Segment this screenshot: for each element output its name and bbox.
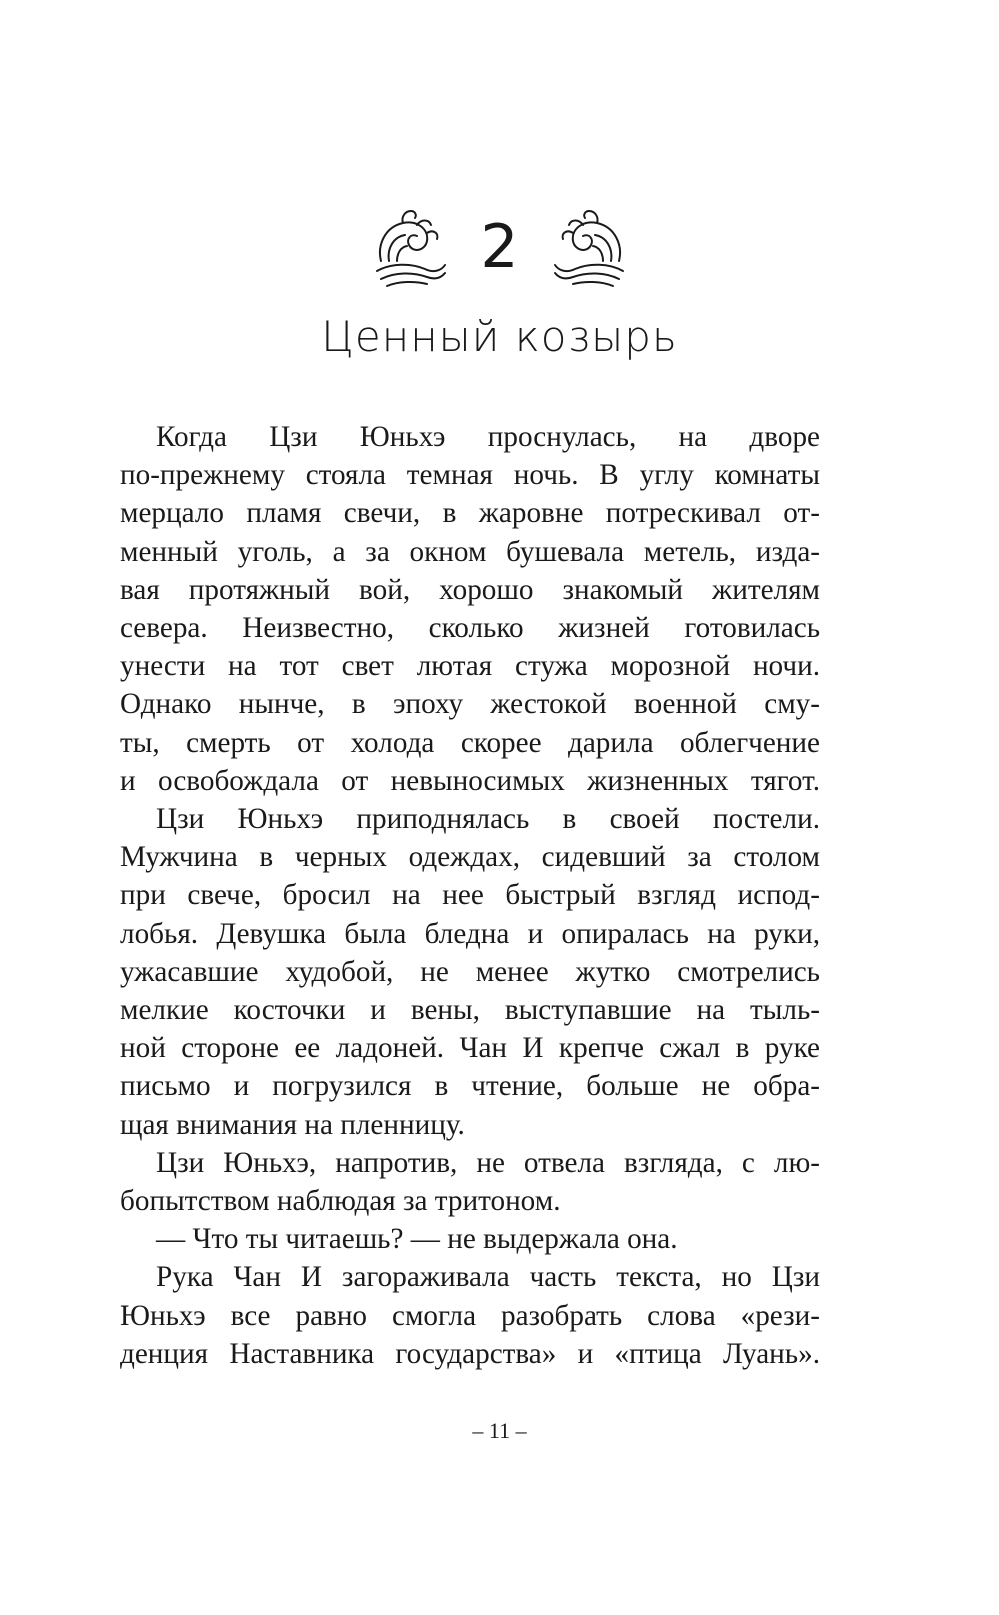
text-line: Когда Цзи Юньхэ проснулась, на дворе: [156, 421, 820, 453]
text-line: Однако нынче, в эпоху жестокой военной сму-: [120, 688, 820, 721]
text-line: унести на тот свет лютая стужа морозной ночи.: [120, 650, 820, 683]
wave-ornament-icon: [551, 205, 629, 289]
text-line: письмо и погрузился в чтение, больше не обра-: [120, 1070, 820, 1103]
chapter-number: 2: [480, 212, 519, 282]
text-line: севера. Неизвестно, сколько жизней готовилась: [120, 612, 820, 645]
chapter-title: Ценный козырь: [321, 312, 678, 361]
text-line: ной стороне ее ладоней. Чан И крепче сжал в руке: [120, 1032, 820, 1065]
text-line: мелкие косточки и вены, выступавшие на тыль-: [120, 994, 820, 1027]
text-line: ты, смерть от холода скорее дарила облегчение: [120, 726, 820, 759]
text-line: щая внимания на пленницу.: [120, 1108, 465, 1141]
text-line: Рука Чан И загораживала часть текста, но Цзи: [156, 1261, 820, 1294]
wave-ornament-icon: [371, 205, 449, 289]
text-line: — Что ты читаешь? — не выдержала она.: [156, 1223, 678, 1256]
text-line: лобья. Девушка была бледна и опиралась на руки,: [120, 917, 820, 950]
text-line: денция Наставника государства» и «птица Луань».: [120, 1337, 820, 1370]
paragraph: [120, 1220, 820, 1258]
paragraph: [120, 800, 820, 1144]
text-line: Мужчина в черных одеждах, сидевший за столом: [120, 841, 820, 874]
paragraph: [120, 1144, 820, 1220]
chapter-body: [120, 418, 820, 1373]
text-line: вая протяжный вой, хорошо знакомый жителям: [120, 573, 820, 606]
text-line: мерцало пламя свечи, в жаровне потрескивал от-: [120, 497, 820, 530]
page-number: – 11 –: [472, 1418, 527, 1443]
text-line: при свече, бросил на нее быстрый взгляд испод-: [120, 879, 820, 912]
text-line: по-прежнему стояла темная ночь. В углу комнаты: [120, 459, 820, 492]
text-line: Цзи Юньхэ приподнялась в своей постели.: [156, 803, 820, 836]
chapter-heading: [0, 205, 999, 289]
paragraph: [120, 1258, 820, 1373]
text-line: Юньхэ все равно смогла разобрать слова «рези-: [120, 1299, 820, 1332]
text-line: менный уголь, а за окном бушевала метель, изда-: [120, 535, 820, 568]
text-line: бопытством наблюдая за тритоном.: [120, 1185, 561, 1218]
text-line: ужасавшие худобой, не менее жутко смотрелись: [120, 955, 820, 988]
text-line: и освобождала от невыносимых жизненных тягот.: [120, 764, 820, 797]
paragraph: [120, 418, 820, 800]
text-line: Цзи Юньхэ, напротив, не отвела взгляда, с лю-: [156, 1146, 820, 1179]
